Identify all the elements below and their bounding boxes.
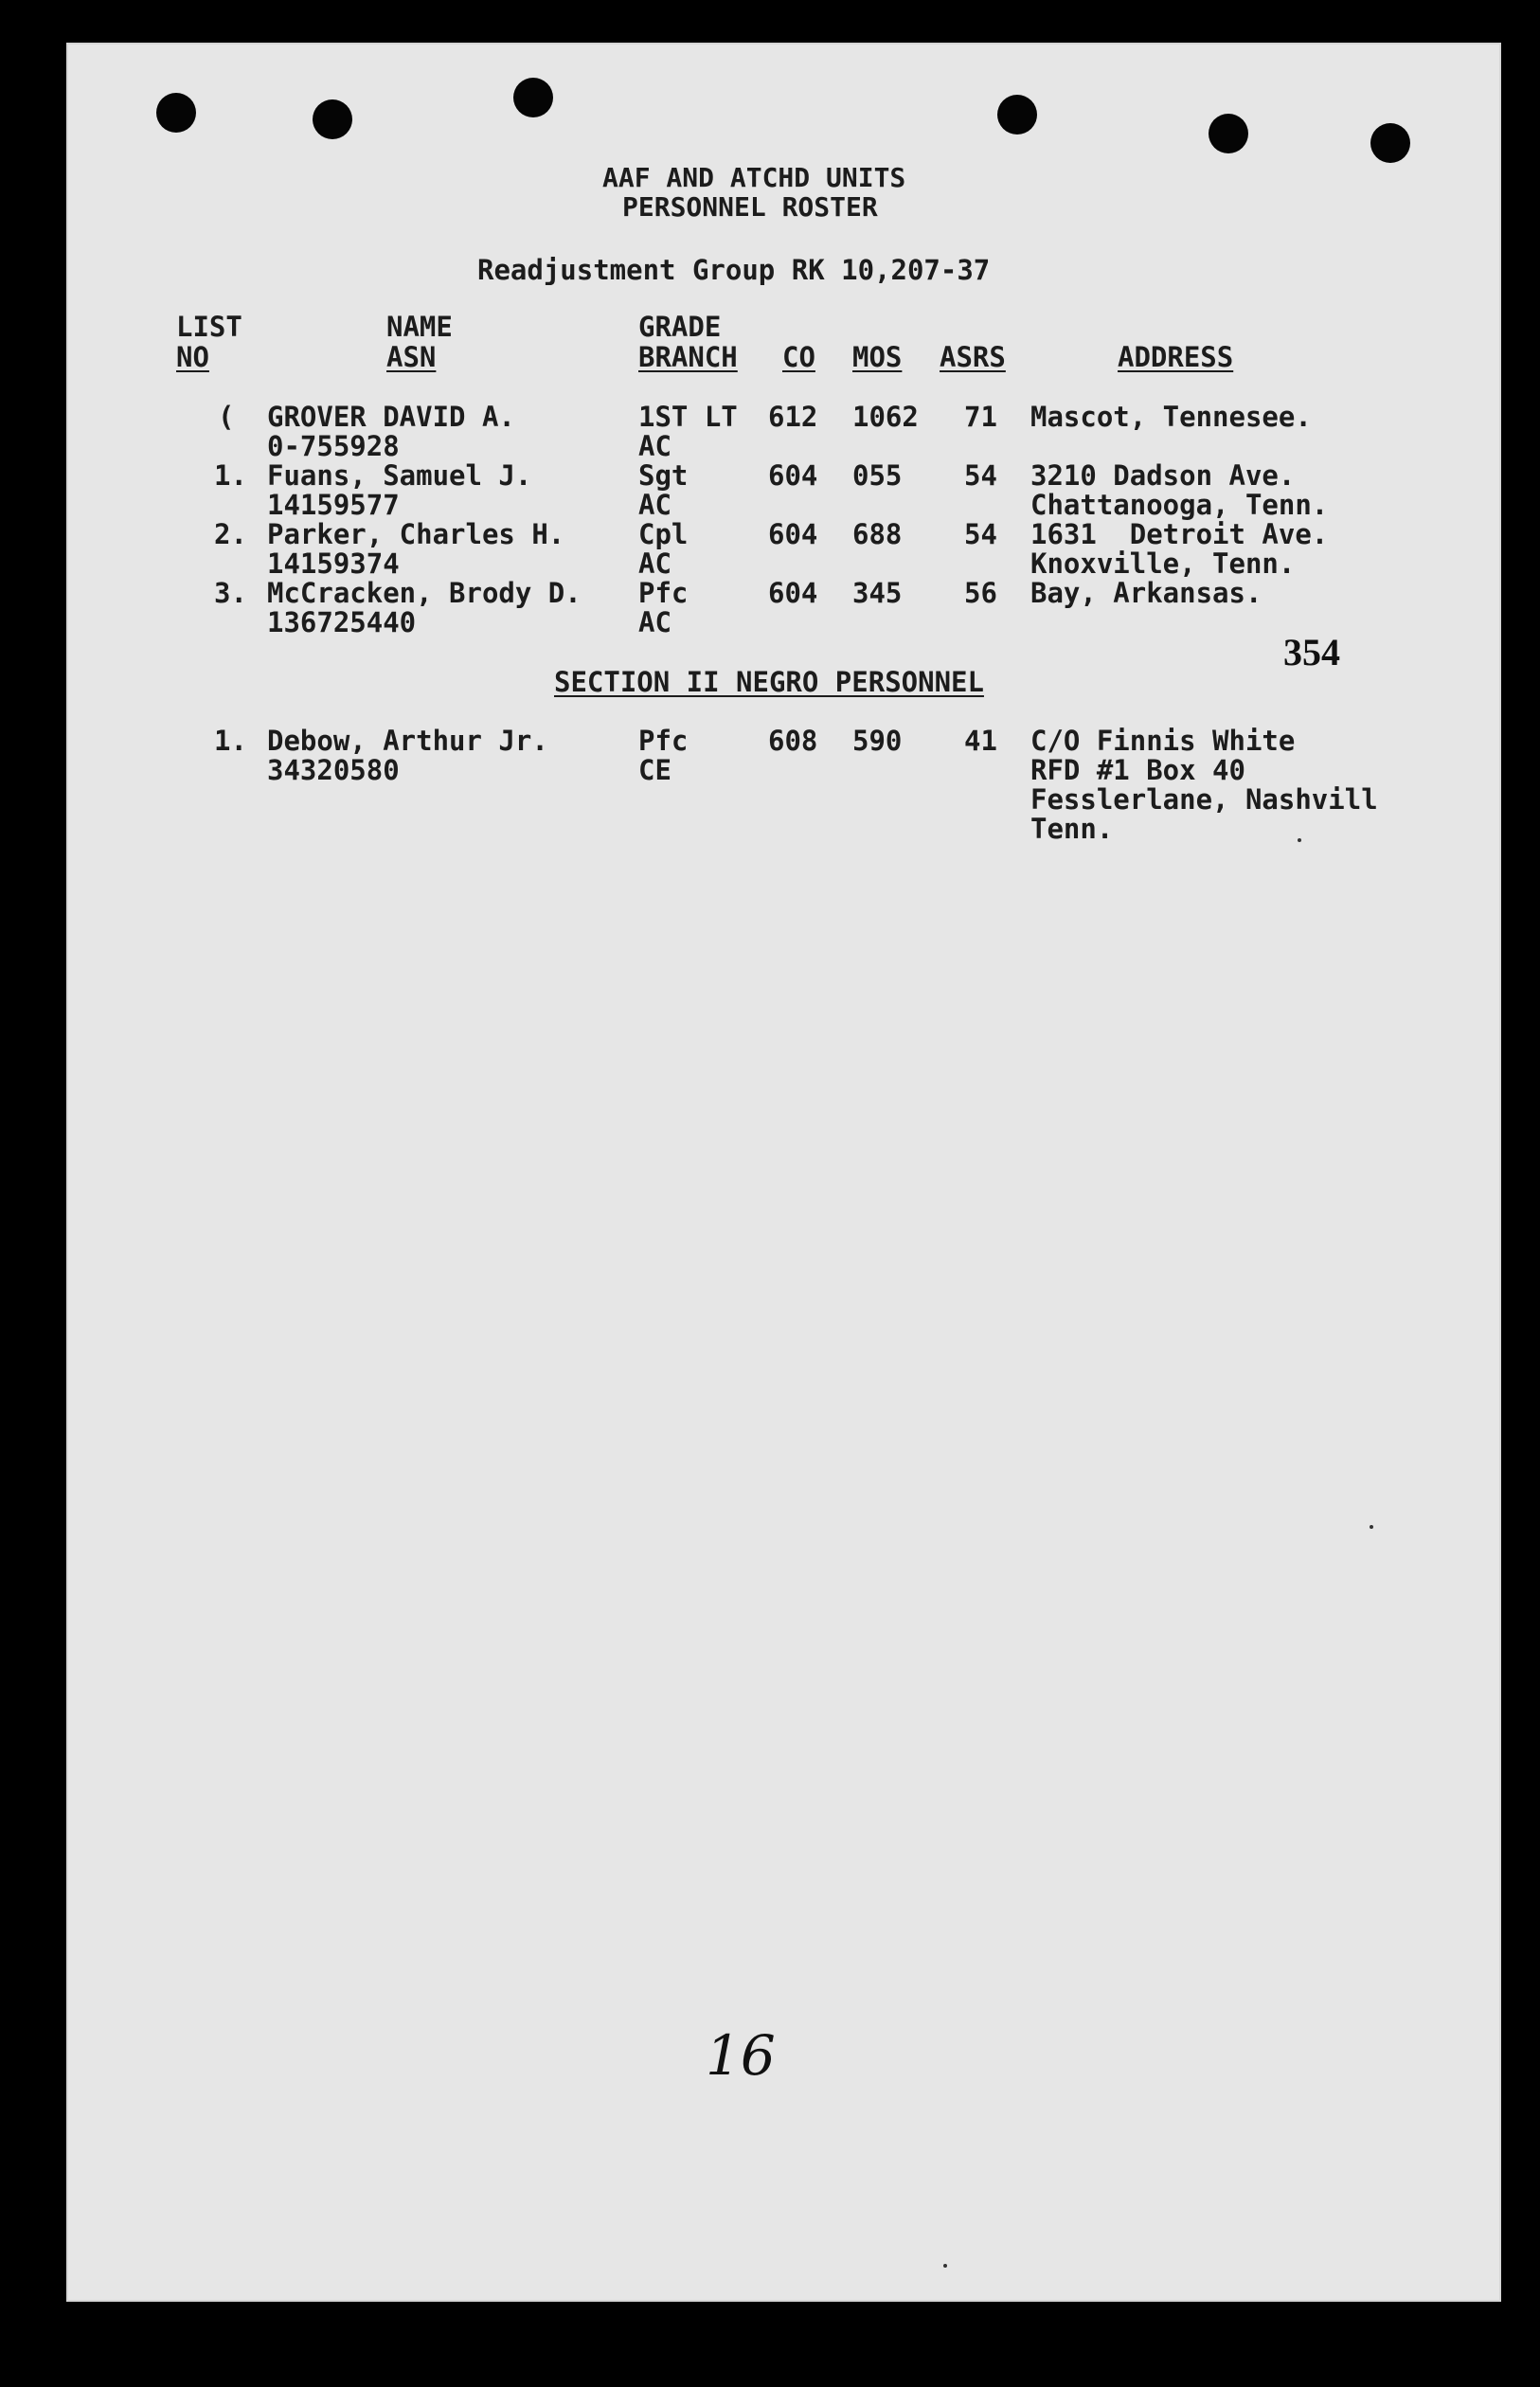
row-list-no: 2. — [214, 518, 247, 550]
row-address-line: RFD #1 Box 40 — [1030, 754, 1245, 786]
row-address-line: Tenn. — [1030, 813, 1114, 845]
punch-hole — [513, 78, 553, 117]
col-asn-label: ASN — [386, 341, 437, 373]
row-grade: Cpl — [638, 518, 689, 550]
row-co: 608 — [768, 725, 818, 757]
row-co: 604 — [768, 577, 818, 609]
row-asrs: 56 — [964, 577, 997, 609]
col-co-label: CO — [782, 341, 815, 373]
row-name: Debow, Arthur Jr. — [267, 725, 548, 757]
roster-sheet — [66, 43, 1501, 2302]
row-asrs: 54 — [964, 518, 997, 550]
row-address-line: Knoxville, Tenn. — [1030, 547, 1296, 580]
row-address-line: C/O Finnis White — [1030, 725, 1296, 757]
row-branch: AC — [638, 489, 672, 521]
row-branch: CE — [638, 754, 672, 786]
row-branch: AC — [638, 606, 672, 638]
punch-hole — [997, 95, 1037, 135]
row-name: Parker, Charles H. — [267, 518, 565, 550]
page-number-stamp: 354 — [1283, 631, 1340, 673]
row-asn: 136725440 — [267, 606, 417, 638]
punch-hole — [1209, 114, 1248, 153]
paper-speck — [1298, 838, 1301, 842]
roster-subtitle: PERSONNEL ROSTER — [622, 191, 878, 223]
row-asn: 14159374 — [267, 547, 400, 580]
row-list-no: 3. — [214, 577, 247, 609]
row-asn: 14159577 — [267, 489, 400, 521]
row-grade: Pfc — [638, 725, 689, 757]
row-address-line: 3210 Dadson Ave. — [1030, 459, 1296, 492]
row-asn: 0-755928 — [267, 430, 400, 462]
row-asrs: 41 — [964, 725, 997, 757]
readjustment-group: Readjustment Group RK 10,207-37 — [477, 254, 991, 286]
row-mos: 345 — [852, 577, 903, 609]
row-asrs: 54 — [964, 459, 997, 492]
section-ii-title: SECTION II NEGRO PERSONNEL — [554, 666, 984, 698]
row-branch: AC — [638, 430, 672, 462]
col-name-label: NAME — [386, 311, 453, 343]
handwritten-page-number: 16 — [706, 2023, 776, 2088]
punch-hole — [1370, 123, 1410, 163]
row-name: McCracken, Brody D. — [267, 577, 582, 609]
row-mos: 055 — [852, 459, 903, 492]
row-grade: Pfc — [638, 577, 689, 609]
row-mos: 688 — [852, 518, 903, 550]
punch-hole — [313, 99, 352, 139]
col-list-label: LIST — [176, 311, 242, 343]
col-branch-label: BRANCH — [638, 341, 738, 373]
row-name: GROVER DAVID A. — [267, 401, 515, 433]
row-list-no: 1. — [214, 725, 247, 757]
paper-speck — [943, 2264, 947, 2268]
row-address-line: 1631 Detroit Ave. — [1030, 518, 1329, 550]
row-grade: Sgt — [638, 459, 689, 492]
row-co: 604 — [768, 518, 818, 550]
row-address-line: Chattanooga, Tenn. — [1030, 489, 1329, 521]
paper-speck — [1370, 1525, 1373, 1529]
col-address-label: ADDRESS — [1118, 341, 1234, 373]
row-address-line: Fesslerlane, Nashvill — [1030, 783, 1378, 816]
row-mos: 590 — [852, 725, 903, 757]
row-co: 604 — [768, 459, 818, 492]
roster-title: AAF AND ATCHD UNITS — [602, 162, 906, 193]
row-mos: 1062 — [852, 401, 919, 433]
row-asn: 34320580 — [267, 754, 400, 786]
row-address-line: Bay, Arkansas. — [1030, 577, 1262, 609]
col-mos-label: MOS — [852, 341, 903, 373]
row-asrs: 71 — [964, 401, 997, 433]
row-list-no: ( — [218, 401, 235, 433]
row-list-no: 1. — [214, 459, 247, 492]
col-no-label: NO — [176, 341, 209, 373]
col-grade-label: GRADE — [638, 311, 722, 343]
punch-hole — [156, 93, 196, 133]
col-asrs-label: ASRS — [940, 341, 1006, 373]
row-grade: 1ST LT — [638, 401, 738, 433]
row-co: 612 — [768, 401, 818, 433]
row-address-line: Mascot, Tennesee. — [1030, 401, 1312, 433]
row-name: Fuans, Samuel J. — [267, 459, 532, 492]
row-branch: AC — [638, 547, 672, 580]
